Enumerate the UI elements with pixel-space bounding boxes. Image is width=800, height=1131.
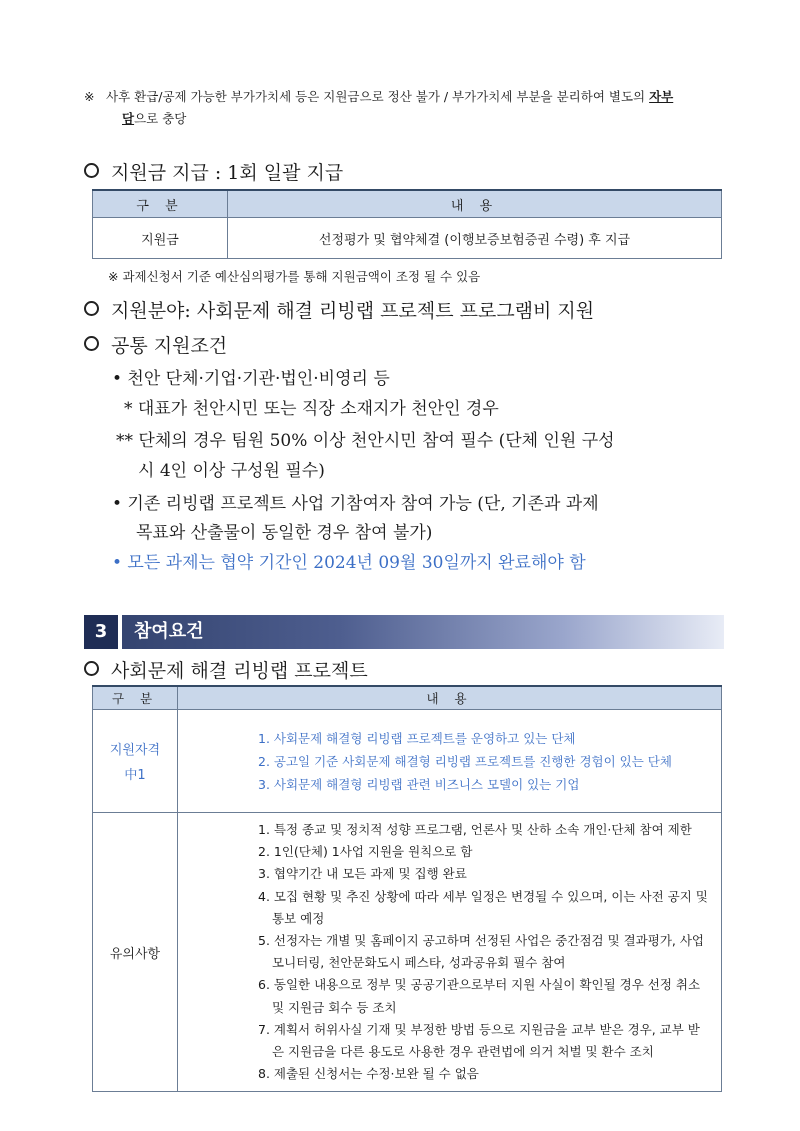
condition-item-3: ** 단체의 경우 팀원 50% 이상 천안시민 참여 필수 (단체 인원 구성 — [116, 431, 615, 451]
list-item: 3. 사회문제 해결형 리빙랩 관련 비즈니스 모델이 있는 기업 — [258, 776, 580, 792]
conditions-heading-text: 공통 지원조건 — [111, 335, 228, 357]
requirements-header-content: 내 용 — [178, 686, 722, 710]
section-number: 3 — [84, 615, 122, 649]
table-row — [93, 710, 722, 813]
list-item: 1. 사회문제 해결형 리빙랩 프로젝트를 운영하고 있는 단체 — [258, 730, 576, 746]
list-item: 2. 공고일 기준 사회문제 해결형 리빙랩 프로젝트를 진행한 경험이 있는 단체 — [258, 753, 672, 769]
condition-item-4-cont: 목표와 산출물이 동일한 경우 참여 불가) — [136, 523, 433, 543]
payment-table — [92, 189, 722, 259]
conditions-heading — [84, 331, 227, 358]
top-note-line1: 사후 환급/공제 가능한 부가가치세 등은 지원금으로 정산 불가 / 부가가치세 부분을 분리하여 별도의 — [106, 89, 646, 104]
list-item: 7. 계획서 허위사실 기재 및 부정한 방법 등으로 지원금을 교부 받은 경우, 교부 받은 지원금을 다른 용도로 사용한 경우 관련법에 의거 처벌 및 환수 조치 — [258, 1021, 700, 1060]
payment-table-header-content: 내 용 — [228, 190, 722, 218]
field-heading — [84, 296, 594, 323]
condition-item-3-cont: 시 4인 이상 구성원 필수) — [138, 461, 325, 481]
list-item: 3. 협약기간 내 모든 과제 및 집행 완료 — [258, 866, 467, 882]
eligibility-label — [93, 710, 178, 813]
top-note-bold2: 담 — [122, 111, 135, 126]
top-note-bold1: 자부 — [649, 89, 674, 104]
project-heading — [84, 656, 368, 683]
payment-heading-text: 지원금 지급 : 1회 일괄 지급 — [111, 162, 344, 184]
requirements-header-category: 구 분 — [93, 686, 178, 710]
section-title: 참여요건 — [134, 621, 204, 642]
list-item: 4. 모집 현황 및 추진 상황에 따라 세부 일정은 변경될 수 있으며, 이는 사전 공지 및 통보 예정 — [258, 888, 708, 926]
requirements-table — [92, 685, 722, 1092]
payment-table-cell-category: 지원금 — [93, 218, 228, 259]
notes-label: 유의사항 — [93, 813, 178, 1092]
circle-bullet-icon — [84, 301, 99, 316]
payment-heading — [84, 158, 343, 185]
notes-content — [178, 813, 722, 1092]
list-item: 5. 선정자는 개별 및 홈페이지 공고하며 선정된 사업은 중간점검 및 결과평가, 사업모니터링, 천안문화도시 페스타, 성과공유회 필수 참여 — [258, 933, 705, 971]
table-row — [93, 813, 722, 1092]
payment-note: ※ 과제신청서 기준 예산심의평가를 통해 지원금액이 조정 될 수 있음 — [108, 269, 481, 284]
eligibility-label-line1: 지원자격 — [109, 743, 161, 758]
condition-item-1: • 천안 단체·기업·기관·법인·비영리 등 — [112, 369, 390, 389]
project-heading-text: 사회문제 해결 리빙랩 프로젝트 — [111, 660, 368, 682]
eligibility-label-line2: 中1 — [124, 768, 146, 783]
list-item: 8. 제출된 신청서는 수정·보완 될 수 없음 — [258, 1066, 479, 1082]
condition-item-2: * 대표가 천안시민 또는 직장 소재지가 천안인 경우 — [124, 399, 499, 419]
list-item: 2. 1인(단체) 1사업 지원을 원칙으로 함 — [258, 844, 473, 860]
condition-item-4: • 기존 리빙랩 프로젝트 사업 기참여자 참여 가능 (단, 기존과 과제 — [112, 494, 599, 514]
payment-table-header-category: 구 분 — [93, 190, 228, 218]
top-note — [84, 86, 744, 130]
field-heading-text: 지원분야: 사회문제 해결 리빙랩 프로젝트 프로그램비 지원 — [111, 300, 595, 322]
list-item: 1. 특정 종교 및 정치적 성향 프로그램, 언론사 및 산하 소속 개인·단체 참여 제한 — [258, 822, 692, 837]
list-item: 6. 동일한 내용으로 정부 및 공공기관으로부터 지원 사실이 확인될 경우 선정 취소 및 지원금 회수 등 조치 — [258, 977, 701, 1015]
reference-mark: ※ — [84, 89, 95, 104]
circle-bullet-icon — [84, 661, 99, 676]
condition-item-5: • 모든 과제는 협약 기간인 2024년 09월 30일까지 완료해야 함 — [112, 553, 586, 573]
top-note-line2: 으로 충당 — [134, 111, 187, 126]
eligibility-content — [178, 710, 722, 813]
payment-table-cell-content: 선정평가 및 협약체결 (이행보증보험증권 수령) 후 지급 — [228, 218, 722, 259]
circle-bullet-icon — [84, 336, 99, 351]
circle-bullet-icon — [84, 163, 99, 178]
table-row — [93, 218, 722, 259]
